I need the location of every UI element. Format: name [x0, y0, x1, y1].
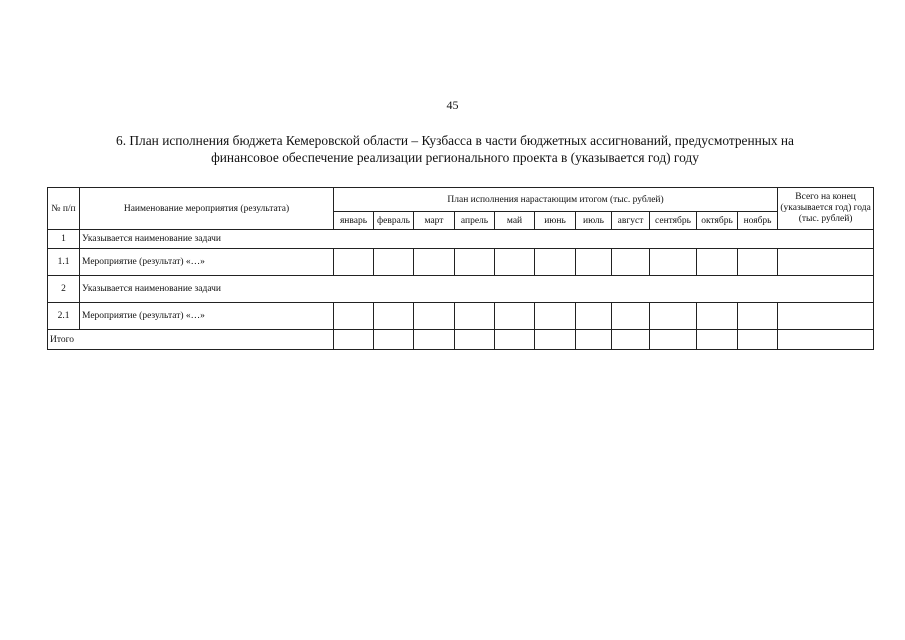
- value-cell: [414, 303, 455, 330]
- table-row-activity: [48, 303, 874, 330]
- value-cell: [374, 249, 414, 276]
- section-title-line-1: 6. План исполнения бюджета Кемеровской области – Кузбасса в части бюджетных ассигнований, предусмотренных на: [116, 133, 794, 148]
- value-cell: [495, 303, 535, 330]
- value-cell: [697, 249, 738, 276]
- value-cell: [738, 303, 778, 330]
- value-cell: [334, 303, 374, 330]
- value-cell: [576, 249, 612, 276]
- value-cell: [612, 249, 650, 276]
- month-header: май: [495, 212, 535, 230]
- row-number: 1.1: [48, 249, 80, 276]
- value-cell: [495, 330, 535, 350]
- value-cell: [414, 249, 455, 276]
- total-cell: [778, 249, 874, 276]
- total-cell: [778, 303, 874, 330]
- header-row: [48, 188, 874, 212]
- month-header: февраль: [374, 212, 414, 230]
- value-cell: [650, 330, 697, 350]
- budget-plan-table: [47, 187, 874, 350]
- table-row-task: [48, 276, 874, 303]
- task-name: Указывается наименование задачи: [80, 276, 874, 303]
- value-cell: [374, 330, 414, 350]
- month-header: апрель: [455, 212, 495, 230]
- value-cell: [455, 303, 495, 330]
- month-header: март: [414, 212, 455, 230]
- value-cell: [414, 330, 455, 350]
- section-title: [60, 132, 850, 166]
- month-header: октябрь: [697, 212, 738, 230]
- value-cell: [334, 249, 374, 276]
- page-number: 45: [446, 98, 459, 112]
- value-cell: [738, 249, 778, 276]
- value-cell: [535, 330, 576, 350]
- value-cell: [697, 330, 738, 350]
- row-number: 1: [48, 230, 80, 249]
- month-header: июль: [576, 212, 612, 230]
- value-cell: [612, 330, 650, 350]
- value-cell: [455, 249, 495, 276]
- month-header: сентябрь: [650, 212, 697, 230]
- month-header: август: [612, 212, 650, 230]
- header-number: № п/п: [48, 188, 80, 230]
- value-cell: [576, 303, 612, 330]
- month-header: январь: [334, 212, 374, 230]
- value-cell: [374, 303, 414, 330]
- month-header: июнь: [535, 212, 576, 230]
- value-cell: [576, 330, 612, 350]
- row-number: 2: [48, 276, 80, 303]
- table-row-activity: [48, 249, 874, 276]
- value-cell: [697, 303, 738, 330]
- value-cell: [612, 303, 650, 330]
- row-number: 2.1: [48, 303, 80, 330]
- total-cell: [778, 330, 874, 350]
- value-cell: [495, 249, 535, 276]
- task-name: Указывается наименование задачи: [80, 230, 874, 249]
- value-cell: [334, 330, 374, 350]
- section-title-line-2: финансовое обеспечение реализации регионального проекта в (указывается год) году: [211, 150, 699, 165]
- month-header: ноябрь: [738, 212, 778, 230]
- value-cell: [535, 249, 576, 276]
- activity-name: Мероприятие (результат) «…»: [80, 249, 334, 276]
- table-row-total: [48, 330, 874, 350]
- header-plan: План исполнения нарастающим итогом (тыс. рублей): [334, 188, 778, 212]
- value-cell: [535, 303, 576, 330]
- value-cell: [650, 303, 697, 330]
- activity-name: Мероприятие (результат) «…»: [80, 303, 334, 330]
- value-cell: [455, 330, 495, 350]
- value-cell: [650, 249, 697, 276]
- table-row-task: [48, 230, 874, 249]
- header-name: Наименование мероприятия (результата): [80, 188, 334, 230]
- header-total: Всего на конец (указывается год) года (тыс. рублей): [778, 188, 874, 230]
- total-label: Итого: [48, 330, 334, 350]
- value-cell: [738, 330, 778, 350]
